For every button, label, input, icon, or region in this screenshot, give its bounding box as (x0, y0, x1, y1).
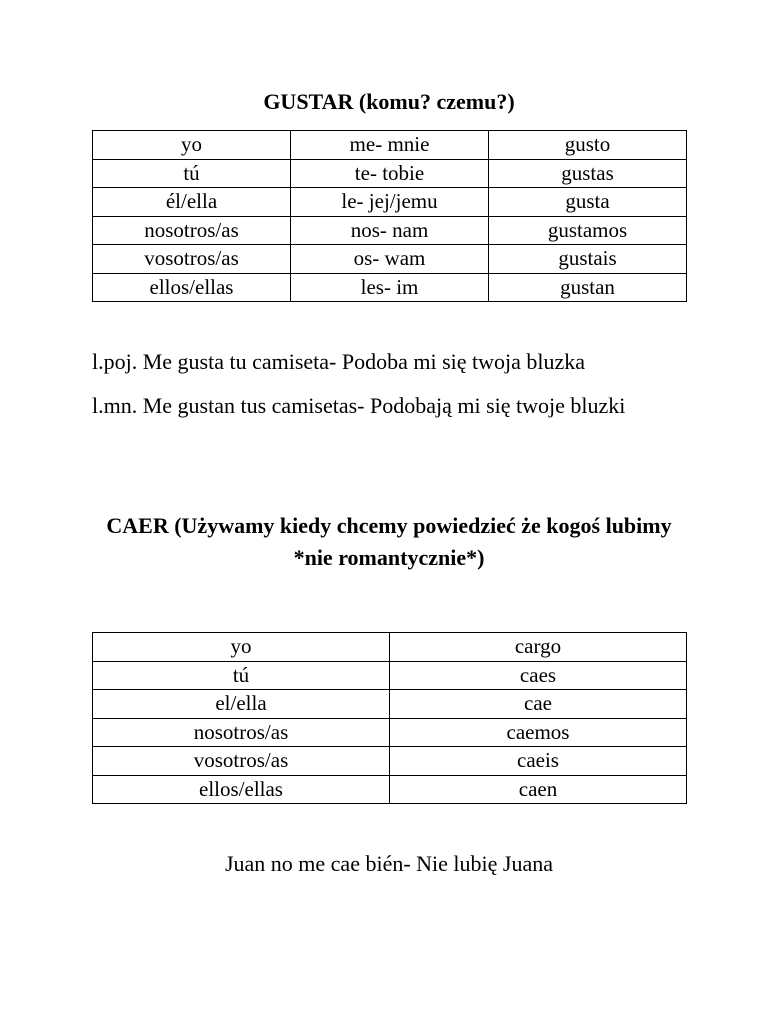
verb-form-cell: gusta (489, 188, 687, 217)
table-row (93, 718, 687, 747)
verb-form-cell: gustas (489, 159, 687, 188)
caer-example: Juan no me cae bién- Nie lubię Juana (224, 851, 554, 876)
verb-form-cell: caeis (390, 747, 687, 776)
object-pronoun-cell: os- wam (291, 245, 489, 274)
pronoun-cell: él/ella (93, 188, 291, 217)
pronoun-cell: vosotros/as (93, 747, 390, 776)
table-row (93, 188, 687, 217)
pronoun-cell: tú (93, 661, 390, 690)
caer-heading: CAER (Używamy kiedy chcemy powiedzieć że kogoś lubimy *nie romantycznie*) (106, 513, 672, 570)
pronoun-cell: yo (93, 131, 291, 160)
verb-form-cell: gustais (489, 245, 687, 274)
verb-form-cell: caen (390, 775, 687, 804)
plural-example: l.mn. Me gustan tus camisetas- Podobają mi się twoje bluzki (92, 393, 626, 418)
pronoun-cell: tú (93, 159, 291, 188)
table-row (93, 159, 687, 188)
object-pronoun-cell: nos- nam (291, 216, 489, 245)
table-row (93, 775, 687, 804)
table-row (93, 216, 687, 245)
gustar-heading: GUSTAR (komu? czemu?) (263, 89, 515, 114)
table-row (93, 747, 687, 776)
pronoun-cell: vosotros/as (93, 245, 291, 274)
verb-form-cell: cae (390, 690, 687, 719)
verb-form-cell: gusto (489, 131, 687, 160)
gustar-conjugation-table (92, 130, 687, 302)
table-row (93, 131, 687, 160)
pronoun-cell: nosotros/as (93, 216, 291, 245)
pronoun-cell: nosotros/as (93, 718, 390, 747)
table-row (93, 273, 687, 302)
verb-form-cell: gustamos (489, 216, 687, 245)
pronoun-cell: yo (93, 633, 390, 662)
verb-form-cell: cargo (390, 633, 687, 662)
pronoun-cell: ellos/ellas (93, 775, 390, 804)
singular-example: l.poj. Me gusta tu camiseta- Podoba mi się twoja bluzka (92, 349, 586, 374)
pronoun-cell: ellos/ellas (93, 273, 291, 302)
table-row (93, 633, 687, 662)
verb-form-cell: caes (390, 661, 687, 690)
object-pronoun-cell: le- jej/jemu (291, 188, 489, 217)
table-row (93, 245, 687, 274)
verb-form-cell: gustan (489, 273, 687, 302)
table-row (93, 690, 687, 719)
object-pronoun-cell: les- im (291, 273, 489, 302)
object-pronoun-cell: me- mnie (291, 131, 489, 160)
caer-conjugation-table (92, 632, 687, 804)
table-row (93, 661, 687, 690)
object-pronoun-cell: te- tobie (291, 159, 489, 188)
pronoun-cell: el/ella (93, 690, 390, 719)
verb-form-cell: caemos (390, 718, 687, 747)
